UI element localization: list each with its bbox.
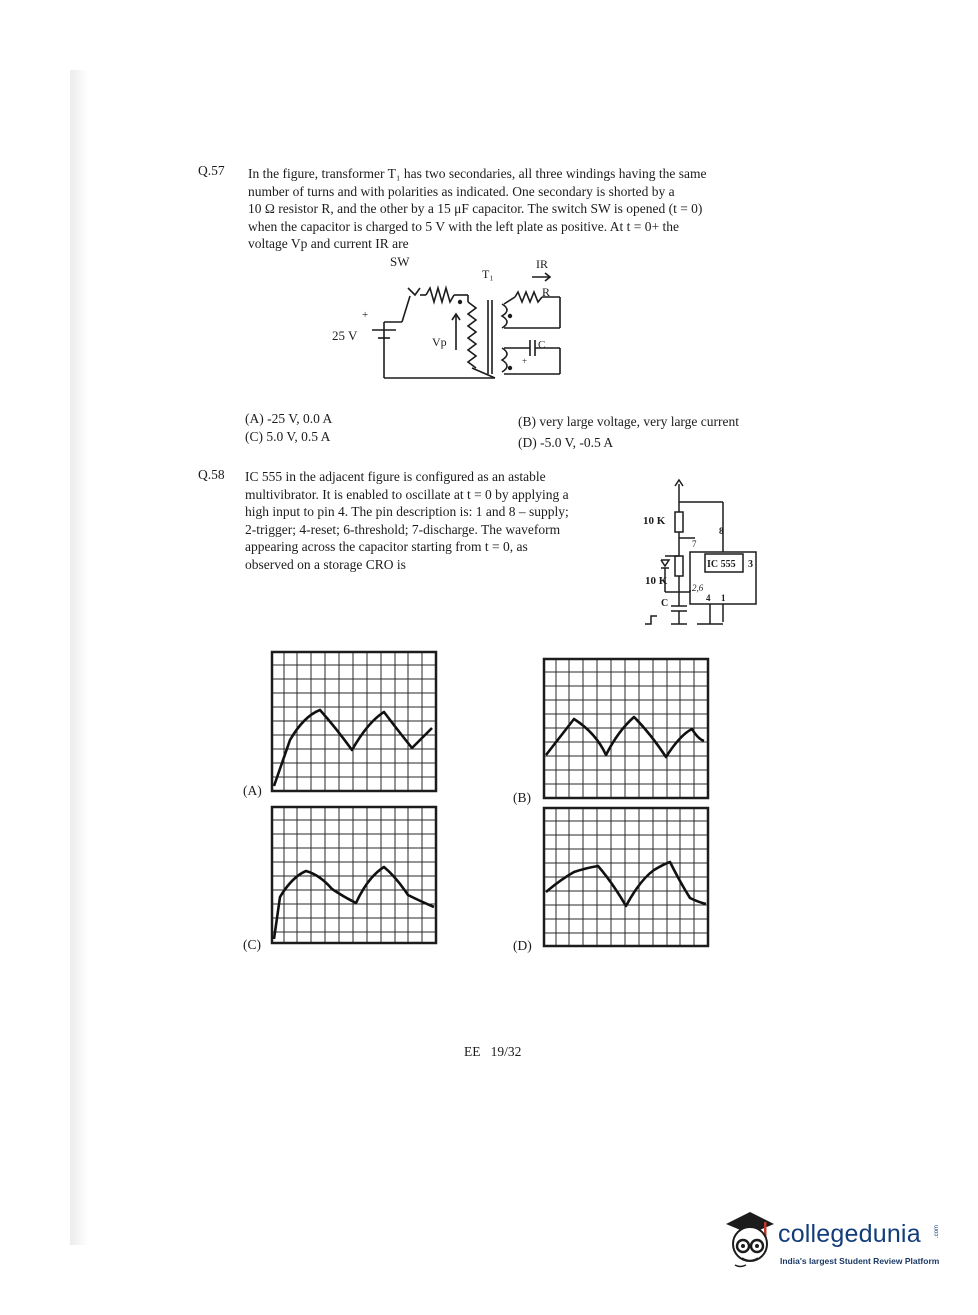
q58-number: Q.58: [198, 467, 225, 482]
q57-line: 10 Ω resistor R, and the other by a 15 μF capacitor. The switch SW is opened (t = 0): [248, 201, 703, 216]
option-d-waveform-plot: [542, 806, 710, 948]
q58-line: multivibrator. It is enabled to oscillate at t = 0 by applying a: [245, 486, 569, 502]
q57-option-c: (C) 5.0 V, 0.5 A: [245, 429, 331, 444]
q57-number: Q.57: [198, 163, 225, 178]
q57-option-b: (B) very large voltage, very large current: [518, 414, 740, 429]
pin-1-label: 1: [721, 593, 726, 603]
option-b-waveform-plot: [542, 657, 710, 800]
current-label: IR: [536, 257, 548, 271]
pin-8-label: 8: [719, 526, 724, 536]
q58-option-c-label: (C): [243, 937, 261, 952]
resistor-2-label: 10 K: [645, 575, 668, 587]
vp-label: Vp: [432, 335, 447, 349]
collegedunia-logo: [720, 1208, 950, 1278]
transformer-label: T₁: [482, 267, 494, 281]
q57-option-a: (A) -25 V, 0.0 A: [245, 411, 333, 426]
q57-line: when the capacitor is charged to 5 V with the left plate as positive. At t = 0+ the: [248, 218, 680, 234]
q58-option-d-label: (D): [513, 938, 532, 953]
resistor-label: R: [542, 285, 551, 299]
q58-text: [245, 468, 620, 573]
mascot-icon: [720, 1208, 778, 1270]
capacitor-label: C: [661, 598, 669, 609]
q58-ic555-circuit: [635, 472, 770, 634]
q58-line: IC 555 in the adjacent figure is configured as an astable: [245, 469, 546, 484]
option-c-waveform-plot: [270, 805, 438, 945]
q57-text: [248, 165, 778, 253]
q57-option-d: (D) -5.0 V, -0.5 A: [518, 435, 614, 450]
pin-2-6-label: 2,6: [692, 583, 704, 593]
pin-3-label: 3: [748, 559, 753, 570]
q57-line: In the figure, transformer T₁ has two secondaries, all three windings having the same: [248, 166, 707, 181]
q58-line: observed on a storage CRO is: [245, 556, 406, 572]
plus-sign: +: [362, 309, 369, 321]
resistor-1-label: 10 K: [643, 515, 666, 527]
q57-line: number of turns and with polarities as indicated. One secondary is shorted by a: [248, 183, 675, 199]
logo-wordmark: collegedunia: [778, 1220, 921, 1248]
scan-page-edge: [70, 70, 88, 1245]
source-voltage-label: 25 V: [332, 328, 358, 343]
logo-tagline: India's largest Student Review Platform: [780, 1256, 940, 1266]
pin-7-label: 7: [692, 539, 697, 549]
q58-line: appearing across the capacitor starting from t = 0, as: [245, 539, 528, 554]
page-number: EE 19/32: [464, 1044, 522, 1059]
q57-line: voltage Vp and current IR are: [248, 236, 409, 251]
ic555-label: IC 555: [707, 559, 736, 570]
q57-circuit-diagram: [320, 252, 580, 387]
switch-label: SW: [390, 254, 410, 269]
capacitor-plus-sign: +: [522, 356, 528, 366]
capacitor-label: C: [538, 339, 546, 351]
logo-com: .com: [934, 1224, 940, 1238]
option-a-waveform-plot: [270, 650, 438, 793]
q58-line: high input to pin 4. The pin description is: 1 and 8 – supply;: [245, 504, 569, 519]
q58-option-a-label: (A): [243, 783, 262, 798]
q58-option-b-label: (B): [513, 790, 531, 805]
pin-4-label: 4: [706, 593, 711, 603]
q58-line: 2-trigger; 4-reset; 6-threshold; 7-discharge. The waveform: [245, 521, 561, 537]
